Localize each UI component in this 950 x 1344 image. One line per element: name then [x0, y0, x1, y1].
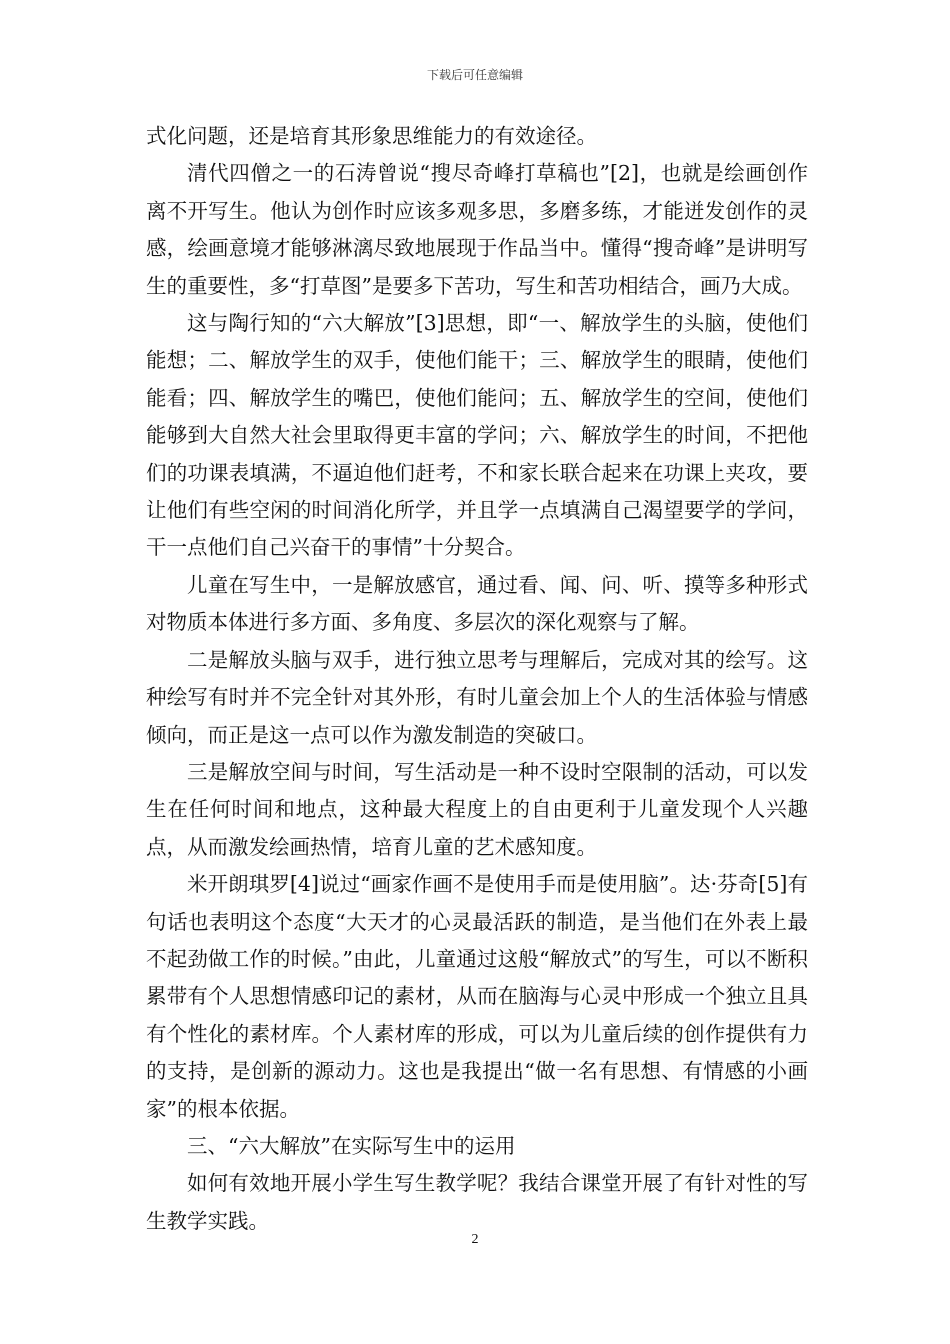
document-body	[146, 118, 808, 1240]
paragraph-shitao: 清代四僧之一的石涛曾说“搜尽奇峰打草稿也”[2]，也就是绘画创作离不开写生。他认为创作时应该多观多思，多磨多练，才能迸发创作的灵感，绘画意境才能够淋漓尽致地展现于作品当中。懂得“搜奇峰”是讲明写生的重要性，多“打草图”是要多下苦功，写生和苦功相结合，画乃大成。	[146, 161, 808, 298]
page-header: 下载后可任意编辑	[426, 68, 523, 82]
page-number: 2	[471, 1232, 479, 1247]
paragraph-continuation: 式化问题，还是培育其形象思维能力的有效途径。	[146, 124, 597, 148]
paragraph-mind-hands: 二是解放头脑与双手，进行独立思考与理解后，完成对其的绘写。这种绘写有时并不完全针对其外形，有时儿童会加上个人的生活体验与情感倾向，而正是这一点可以作为激发制造的突破口。	[146, 647, 808, 747]
paragraph-space-time: 三是解放空间与时间，写生活动是一种不设时空限制的活动，可以发生在任何时间和地点，这种最大程度上的自由更利于儿童发现个人兴趣点，从而激发绘画热情，培育儿童的艺术感知度。	[146, 759, 808, 859]
paragraph-practice: 如何有效地开展小学生写生教学呢？我结合课堂开展了有针对性的写生教学实践。	[146, 1171, 808, 1233]
paragraph-six-liberations: 这与陶行知的“六大解放”[3]思想，即“一、解放学生的头脑，使他们能想；二、解放学生的双手，使他们能干；三、解放学生的眼睛，使他们能看；四、解放学生的嘴巴，使他们能问；五、解放学生的空间，使他们能够到大自然大社会里取得更丰富的学问；六、解放学生的时间，不把他们的功课表填满，不逼迫他们赶考，不和家长联合起来在功课上夹攻，要让他们有些空闲的时间消化所学，并且学一点填满自己渴望要学的学问，干一点他们自己兴奋干的事情”十分契合。	[146, 311, 808, 560]
paragraph-michelangelo: 米开朗琪罗[4]说过“画家作画不是使用手而是使用脑”。达·芬奇[5]有句话也表明这个态度“大天才的心灵最活跃的制造，是当他们在外表上最不起劲做工作的时候。”由此，儿童通过这般“解放式”的写生，可以不断积累带有个人思想情感印记的素材，从而在脑海与心灵中形成一个独立且具有个性化的素材库。个人素材库的形成，可以为儿童后续的创作提供有力的支持，是创新的源动力。这也是我提出“做一名有思想、有情感的小画家”的根本依据。	[146, 872, 808, 1121]
section-heading: 三、“六大解放”在实际写生中的运用	[187, 1133, 516, 1158]
paragraph-senses: 儿童在写生中，一是解放感官，通过看、闻、问、听、摸等多种形式对物质本体进行多方面、多角度、多层次的深化观察与了解。	[146, 572, 808, 635]
